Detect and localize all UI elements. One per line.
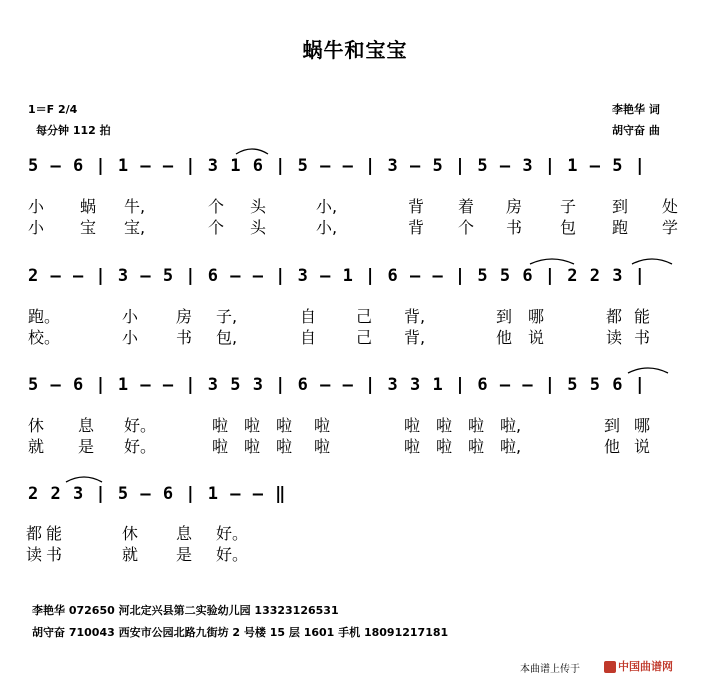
lyrics-verse2-line4: 读 书 就 是 好。 bbox=[26, 545, 249, 564]
composer-credit: 胡守奋 曲 bbox=[612, 124, 660, 137]
tempo-marking: 每分钟 112 拍 bbox=[36, 124, 111, 137]
notation-line-2: 2 — — | 3 — 5 | 6 — — | 3 — 1 | 6 — — | 5 5 6 | 2 2 3 | bbox=[28, 266, 646, 286]
lyrics-verse1-line2: 跑。 小 房 子, 自 己 背, 到 哪 都 能 bbox=[28, 307, 651, 326]
notation-line-4: 2 2 3 | 5 — 6 | 1 — — ‖ bbox=[28, 484, 287, 504]
key-signature: 1＝F 2/4 bbox=[28, 103, 78, 116]
contact-line-2: 胡守奋 710043 西安市公园北路九街坊 2 号楼 15 层 1601 手机 18091217181 bbox=[32, 626, 449, 639]
lyrics-verse1-line1: 小 蜗 牛, 个 头 小, 背 着 房 子 到 处 bbox=[28, 197, 679, 216]
notation-line-3: 5 — 6 | 1 — — | 3 5 3 | 6 — — | 3 3 1 | 6 — — | 5 5 6 | bbox=[28, 375, 646, 395]
site-logo-icon bbox=[604, 661, 616, 673]
slur-5 bbox=[66, 477, 102, 482]
lyrics-verse2-line2: 校。 小 书 包, 自 己 背, 他 说 读 书 bbox=[28, 328, 651, 347]
lyrics-verse2-line1: 小 宝 宝, 个 头 小, 背 个 书 包 跑 学 bbox=[28, 218, 679, 237]
upload-credit: 本曲谱上传于 bbox=[520, 664, 580, 675]
slur-3 bbox=[632, 259, 672, 264]
contact-line-1: 李艳华 072650 河北定兴县第二实验幼儿园 13323126531 bbox=[32, 604, 339, 617]
slur-2 bbox=[530, 259, 574, 264]
song-title: 蜗牛和宝宝 bbox=[302, 38, 408, 62]
site-logo-text: 中国曲谱网 bbox=[618, 660, 673, 673]
slur-1 bbox=[236, 149, 268, 154]
lyrics-verse2-line3: 就 是 好。 啦 啦 啦 啦 啦 啦 啦 啦, 他 说 bbox=[28, 437, 651, 456]
lyricist-credit: 李艳华 词 bbox=[612, 103, 660, 116]
lyrics-verse1-line3: 休 息 好。 啦 啦 啦 啦 啦 啦 啦 啦, 到 哪 bbox=[28, 416, 651, 435]
slur-4 bbox=[628, 368, 668, 373]
notation-line-1: 5 — 6 | 1 — — | 3 1 6 | 5 — — | 3 — 5 | 5 — 3 | 1 — 5 | bbox=[28, 156, 646, 176]
site-logo[interactable] bbox=[604, 658, 673, 674]
lyrics-verse1-line4: 都 能 休 息 好。 bbox=[26, 524, 249, 543]
